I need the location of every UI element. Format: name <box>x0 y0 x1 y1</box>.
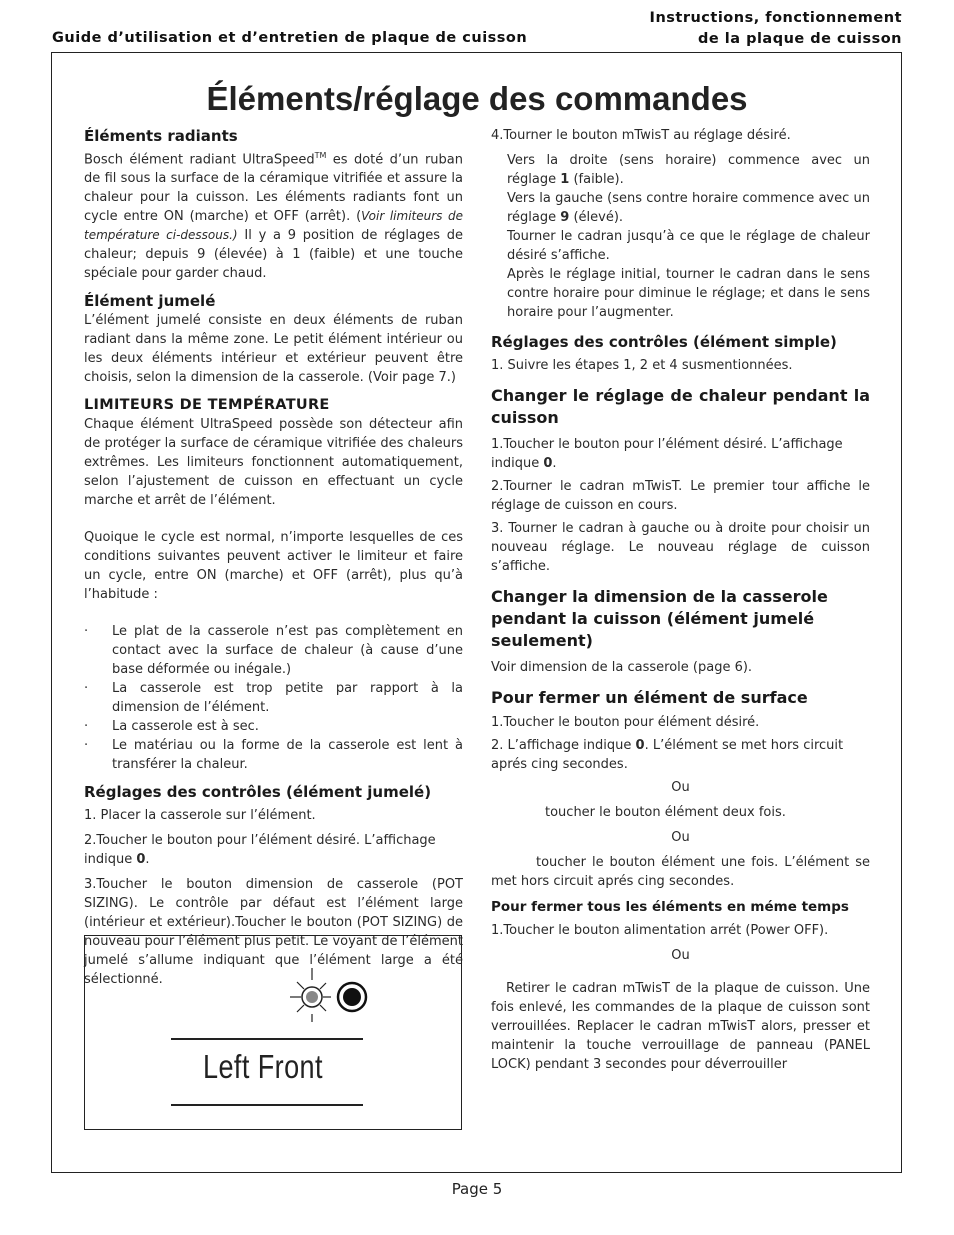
header-left-title: Guide d’utilisation et d’entretien de plaque de cuisson <box>52 30 528 46</box>
simple-paragraph: 1. Suivre les étapes 1, 2 et 4 susmentionnées. <box>491 358 793 373</box>
d2-text: Vers la gauche (sens contre horaire commence avec un réglage <box>507 191 870 225</box>
page-title: Éléments/réglage des commandes <box>206 80 748 117</box>
radiants-text-a: Bosch élément radiant UltraSpeed <box>84 152 315 168</box>
change-step-3: 3. Tourner le cadran à gauche ou à droite pour choisir un nouveau réglage. Le nouveau réglage de cuisson s’affiche. <box>491 521 870 574</box>
display-rule-top <box>171 1038 363 1040</box>
f2-value: 0 <box>635 738 645 753</box>
ch1-text: 1.Toucher le bouton pour l’élément désiré. L’affichage indique <box>491 437 843 471</box>
step-2 <box>84 831 463 869</box>
all-off-remove-dial: Retirer le cadran mTwisT de la plaque de cuisson. Une fois enlevé, les commandes de la plaque de cuisson sont verrouillées. Replacer le cadran mTwisT alors, presser et maintenir la touche verrouillage de panneau (PANEL LOCK) pendant 3 secondes pour déverrouiller <box>491 981 870 1072</box>
heading-jumele: Élément jumelé <box>84 292 216 311</box>
d1-end: (faible). <box>569 172 624 187</box>
ch1-value: 0 <box>543 456 553 471</box>
bullet-item: · La casserole est trop petite par rapport à la dimension de l’élément. <box>84 679 463 717</box>
heading-fermer-tous: Pour fermer tous les éléments en méme temps <box>491 899 849 915</box>
header-right-line2: de la plaque de cuisson <box>698 31 902 47</box>
d2-end: (élevé). <box>569 210 624 225</box>
off-touch-twice: toucher le bouton élément deux fois. <box>545 805 786 820</box>
change-step-2: 2.Tourner le cadran mTwisT. Le premier tour affiche le réglage de cuisson en cours. <box>491 479 870 513</box>
heading-radiants: Éléments radiants <box>84 127 238 145</box>
jumele-paragraph: L’élément jumelé consiste en deux éléments de ruban radiant dans la même zone. Le petit élément intérieur ou les deux éléments intérieur et extérieur peuvent être choisis, selon la dimension de la casserole. (Voir page 7.) <box>84 313 463 386</box>
page-number: Page 5 <box>451 1180 503 1198</box>
step-2-end: . <box>145 852 150 868</box>
left-column <box>84 126 463 989</box>
step-4: 4.Tourner le bouton mTwisT au réglage désiré. <box>491 128 791 143</box>
heading-fermer-element: Pour fermer un élément de surface <box>491 688 808 707</box>
bullet-item: · Le plat de la casserole n’est pas complètement en contact avec la surface de chaleur (à cause d’une base déformée ou inégale.) <box>84 622 463 679</box>
limiteurs-paragraph-2: Quoique le cycle est normal, n’importe lesquelles de ces conditions suivantes peuvent activer le limiteur et faire un cycle, entre ON (marche) et OFF (arrêt), plus qu’à l’habitude : <box>84 530 463 603</box>
heading-changer-reglage: Changer le réglage de chaleur pendant la cuisson <box>491 386 870 427</box>
dimension-paragraph: Voir dimension de la casserole (page 6). <box>491 660 753 675</box>
header-right-line1: Instructions, fonctionnement <box>649 10 902 26</box>
d2-value: 9 <box>560 210 570 225</box>
or-separator: Ou <box>671 830 690 845</box>
all-off-step-1: 1.Toucher le bouton alimentation arrét (Power OFF). <box>491 923 829 938</box>
display-rule-bottom <box>171 1104 363 1106</box>
step-2-text: 2.Toucher le bouton pour l’élément désiré. L’affichage indique <box>84 833 436 868</box>
step-3: 3.Toucher le bouton dimension de casserole (POT SIZING). Le contrôle par défaut est l’élément large (intérieur et extérieur).Toucher le bouton (POT SIZING) de nouveau pour l’élément plus petit. Le voyant de l’élément jumelé s’allume indiquant que l’élément large a été sélectionné. <box>84 877 463 988</box>
f2-end: . L’élément se met hors circuit aprés cing secondes. <box>491 738 844 772</box>
indicator-lights-icon <box>285 966 395 1026</box>
direction-after: Après le réglage initial, tourner le cadran dans le sens contre horaire pour diminue le réglage; et dans le sens horaire pour l’augmenter. <box>507 267 870 320</box>
d1-value: 1 <box>560 172 570 187</box>
display-label: Left Front <box>203 1048 323 1085</box>
or-separator: Ou <box>671 780 690 795</box>
heading-reglages-simple: Réglages des contrôles (élément simple) <box>491 333 837 351</box>
direction-turn: Tourner le cadran jusqu’à ce que le réglage de chaleur désiré s’affiche. <box>507 229 870 263</box>
step-1: 1. Placer la casserole sur l’élément. <box>84 808 316 824</box>
off-step-2 <box>491 736 870 774</box>
or-separator: Ou <box>671 948 690 963</box>
right-column <box>491 126 870 1074</box>
heading-changer-dimension: Changer la dimension de la casserole pendant la cuisson (élément jumelé seulement) <box>491 587 828 650</box>
header-right-title <box>650 8 902 50</box>
bullet-item: · Le matériau ou la forme de la casserole est lent à transférer la chaleur. <box>84 736 463 774</box>
f2-text: 2. L’affichage indique <box>491 738 636 753</box>
off-touch-once: toucher le bouton élément une fois. L’élément se met hors circuit aprés cing secondes. <box>491 855 870 889</box>
radiants-text-b: es doté d’un ruban de fil sous la surface de la céramique vitrifiée et assure la chaleur pour la cuisson. Les éléments radiants font un cycle entre ON (marche) et OFF (arrêt). ( <box>84 152 463 225</box>
direction-counterclockwise <box>491 189 870 227</box>
heading-limiteurs: LIMITEURS DE TEMPÉRATURE <box>84 397 330 414</box>
off-step-1: 1.Toucher le bouton pour élément désiré. <box>491 715 760 730</box>
ch1-end: . <box>552 456 557 471</box>
display-illustration <box>84 935 462 1130</box>
step-2-value: 0 <box>136 852 146 868</box>
d1-text: Vers la droite (sens horaire) commence avec un réglage <box>507 153 870 187</box>
direction-clockwise <box>491 151 870 189</box>
change-step-1 <box>491 435 870 473</box>
radiants-paragraph <box>84 146 463 283</box>
radiants-italic: Voir limiteurs de température ci-dessous.) <box>84 209 463 243</box>
bullet-item: · La casserole est à sec. <box>84 717 463 736</box>
trademark-sup: TM <box>314 151 327 160</box>
limiteurs-paragraph-1: Chaque élément UltraSpeed possède son détecteur afin de protéger la surface de céramique vitrifiée des chaleurs extrêmes. Les limiteurs fonctionnent automatiquement, selon l’ajustement de cuisson en effectuant un cycle marche et arrêt de l’élément. <box>84 417 463 509</box>
heading-reglages-jumele: Réglages des contrôles (élément jumelé) <box>84 783 432 802</box>
radiants-text-c: Il y a 9 position de réglages de chaleur; depuis 9 (élevée) à 1 (faible) et une touche spéciale pour garder chaud. <box>84 228 464 282</box>
